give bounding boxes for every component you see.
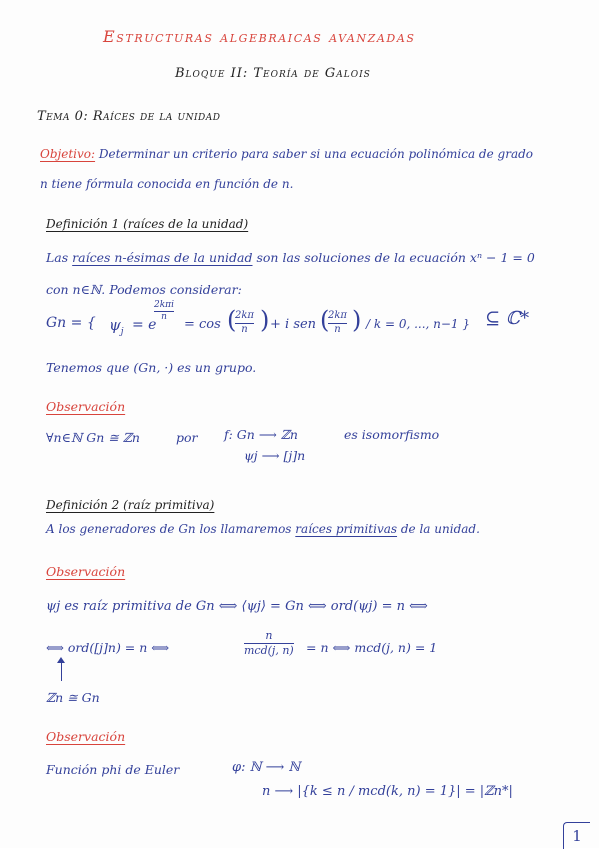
psi-symbol	[109, 318, 124, 337]
objective-line-1	[40, 148, 533, 160]
observation-2-fraction	[244, 630, 294, 656]
set-lhs: Gn = {	[46, 315, 96, 331]
set-condition: / k = 0, ..., n−1 }	[366, 317, 471, 331]
definition-1-line-1	[46, 252, 535, 265]
course-title: Estructuras algebraicas avanzadas	[103, 27, 416, 46]
group-note: Tenemos que (Gn, ·) es un grupo.	[46, 360, 257, 375]
observation-1-via: por	[176, 430, 198, 445]
observation-3-label: Observación	[46, 729, 126, 744]
definition-2-text	[46, 523, 480, 535]
observation-1-map-1: f: Gn ⟶ ℤn	[224, 427, 298, 442]
block-title: Bloque II: Teoría de Galois	[175, 66, 371, 81]
euler-map-definition: φ: ℕ ⟶ ℕ	[232, 760, 301, 775]
observation-1-map-2: ψj ⟶ [j]n	[244, 448, 306, 463]
cos-denominator: n	[241, 323, 248, 335]
observation-1-isomorphism: es isomorfismo	[344, 427, 440, 442]
observation-1-label: Observación	[46, 399, 126, 414]
sen-fraction	[328, 311, 347, 335]
definition-1-suffix: son las soluciones de la ecuación	[256, 250, 466, 265]
objective-text-1: Determinar un criterio para saber si una ecuación polinómica de grado	[98, 147, 533, 161]
objective-label: Objetivo:	[40, 147, 96, 161]
definition-1-term: raíces n-ésimas de la unidad	[72, 250, 253, 265]
observation-2-numerator: n	[265, 629, 273, 642]
definition-2-heading: Definición 2 (raíz primitiva)	[46, 498, 215, 512]
psi-glyph: ψ	[109, 316, 121, 334]
definition-2-prefix: A los generadores de Gn los llamaremos	[46, 522, 292, 536]
equals-e: = e	[132, 317, 157, 333]
up-arrow-icon	[61, 662, 62, 681]
observation-2-line-1: ψj es raíz primitiva de Gn ⟺ ⟨ψj⟩ = Gn ⟺ ord(ψj) = n ⟺	[46, 599, 428, 614]
subset-complex: ⊆ ℂ*	[485, 308, 530, 329]
sen-denominator: n	[334, 323, 341, 335]
exponent-denominator: n	[161, 312, 167, 323]
sen-paren-open: (	[320, 306, 330, 334]
sen-numerator: 2kπ	[328, 310, 347, 321]
topic-title: Tema 0: Raíces de la unidad	[37, 109, 221, 124]
page-number: 1	[563, 822, 590, 849]
euler-label: Función phi de Euler	[46, 762, 180, 777]
cos-fraction	[235, 311, 254, 335]
plus-i-sen: + i sen	[270, 317, 317, 332]
definition-2-suffix: de la unidad.	[400, 522, 480, 536]
definition-1-heading: Definición 1 (raíces de la unidad)	[46, 217, 249, 231]
observation-2-line-2a: ⟺ ord([j]n) = n ⟺	[46, 640, 170, 655]
psi-subscript: j	[120, 327, 124, 337]
definition-1-line-2: con n∈ℕ. Podemos considerar:	[46, 282, 242, 297]
observation-2-label: Observación	[46, 564, 126, 579]
definition-1-equation: xⁿ − 1 = 0	[469, 250, 535, 265]
sen-paren-close: )	[352, 306, 362, 334]
euler-map-rule: n ⟶ |{k ≤ n / mcd(k, n) = 1}| = |ℤn*|	[262, 784, 513, 799]
observation-1-lhs: ∀n∈ℕ Gn ≅ ℤn	[46, 430, 140, 445]
cos-paren-open: (	[227, 306, 237, 334]
observation-2-iso-note: ℤn ≅ Gn	[46, 690, 100, 705]
cos-paren-close: )	[260, 306, 270, 334]
exponent-numerator: 2kπi	[154, 300, 174, 310]
equals-cos: = cos	[184, 317, 221, 332]
definition-1-prefix: Las	[46, 250, 69, 265]
observation-2-denominator: mcd(j, n)	[244, 643, 294, 657]
definition-2-term: raíces primitivas	[295, 522, 398, 536]
cos-numerator: 2kπ	[235, 310, 254, 321]
exponent-fraction	[154, 301, 174, 323]
observation-2-line-2b: = n ⟺ mcd(j, n) = 1	[306, 640, 438, 655]
objective-text-2: n tiene fórmula conocida en función de n.	[40, 177, 294, 191]
